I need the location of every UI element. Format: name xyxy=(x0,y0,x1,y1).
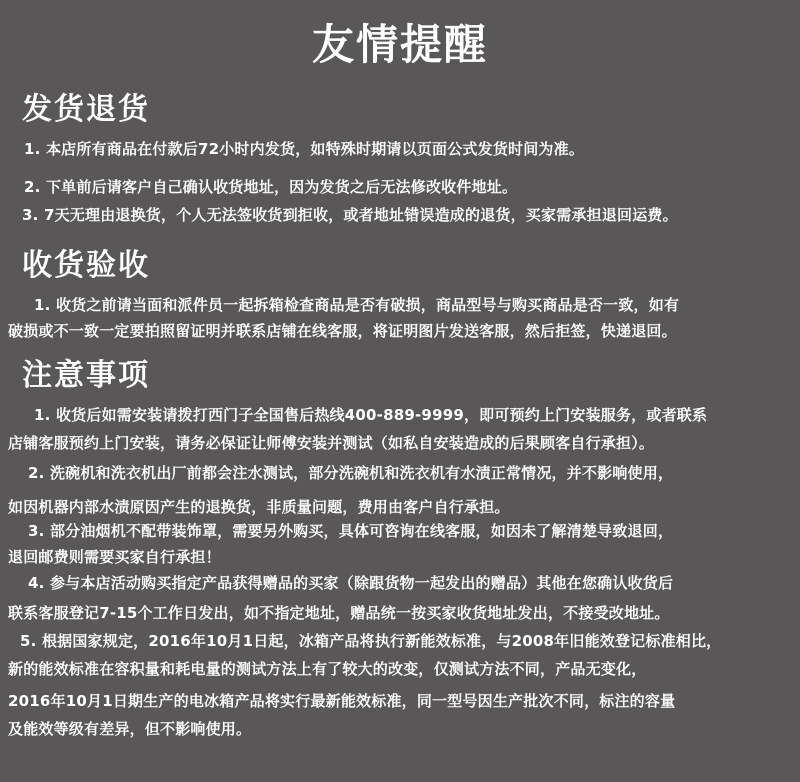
shipping-line-1: 1. 本店所有商品在付款后72小时内发货，如特殊时期请以页面公式发货时间为准。 xyxy=(24,140,585,158)
shipping-line-2: 2. 下单前后请客户自己确认收货地址，因为发货之后无法修改收件地址。 xyxy=(24,178,518,196)
section-heading-inspection: 收货验收 xyxy=(22,248,150,283)
notes-line-2: 店铺客服预约上门安装，请务必保证让师傅安装并测试（如私自安装造成的后果顾客自行承担）。 xyxy=(8,434,655,452)
inspection-line-2: 破损或不一致一定要拍照留证明并联系店铺在线客服，将证明图片发送客服，然后拒签，快递退回。 xyxy=(8,322,677,340)
notes-line-3: 2. 洗碗机和洗衣机出厂前都会注水测试，部分洗碗机和洗衣机有水渍正常情况，并不影响使用， xyxy=(28,464,674,482)
notes-line-7: 4. 参与本店活动购买指定产品获得赠品的买家（除跟货物一起发出的赠品）其他在您确认收货后 xyxy=(28,574,674,592)
notes-line-4: 如因机器内部水渍原因产生的退换货，非质量问题，费用由客户自行承担。 xyxy=(8,498,510,516)
notes-line-12: 及能效等级有差异，但不影响使用。 xyxy=(8,720,252,738)
notes-line-10: 新的能效标准在容积量和耗电量的测试方法上有了较大的改变，仅测试方法不同，产品无变化， xyxy=(8,660,647,678)
notes-line-1: 1. 收货后如需安装请拨打西门子全国售后热线400-889-9999，即可预约上门安装服务，或者联系 xyxy=(34,406,708,424)
section-heading-shipping: 发货退货 xyxy=(22,92,150,127)
notes-line-11: 2016年10月1日期生产的电冰箱产品将实行最新能效标准，同一型号因生产批次不同，标注的容量 xyxy=(8,692,676,710)
notes-line-9: 5. 根据国家规定，2016年10月1日起，冰箱产品将执行新能效标准，与2008年旧能效登记标准相比， xyxy=(20,632,722,650)
notes-line-5: 3. 部分油烟机不配带装饰罩，需要另外购买，具体可咨询在线客服，如因未了解清楚导致退回， xyxy=(28,522,674,540)
shipping-line-3: 3. 7天无理由退换货，个人无法签收货到拒收，或者地址错误造成的退货，买家需承担退回运费。 xyxy=(22,206,678,224)
inspection-line-1: 1. 收货之前请当面和派件员一起拆箱检查商品是否有破损，商品型号与购买商品是否一致，如有 xyxy=(34,296,680,314)
notes-line-6: 退回邮费则需要买家自行承担！ xyxy=(8,548,221,566)
section-heading-notes: 注意事项 xyxy=(22,358,150,393)
notes-line-8: 联系客服登记7-15个工作日发出，如不指定地址，赠品统一按买家收货地址发出，不接受改地址。 xyxy=(8,604,670,622)
page-title: 友情提醒 xyxy=(311,20,488,69)
